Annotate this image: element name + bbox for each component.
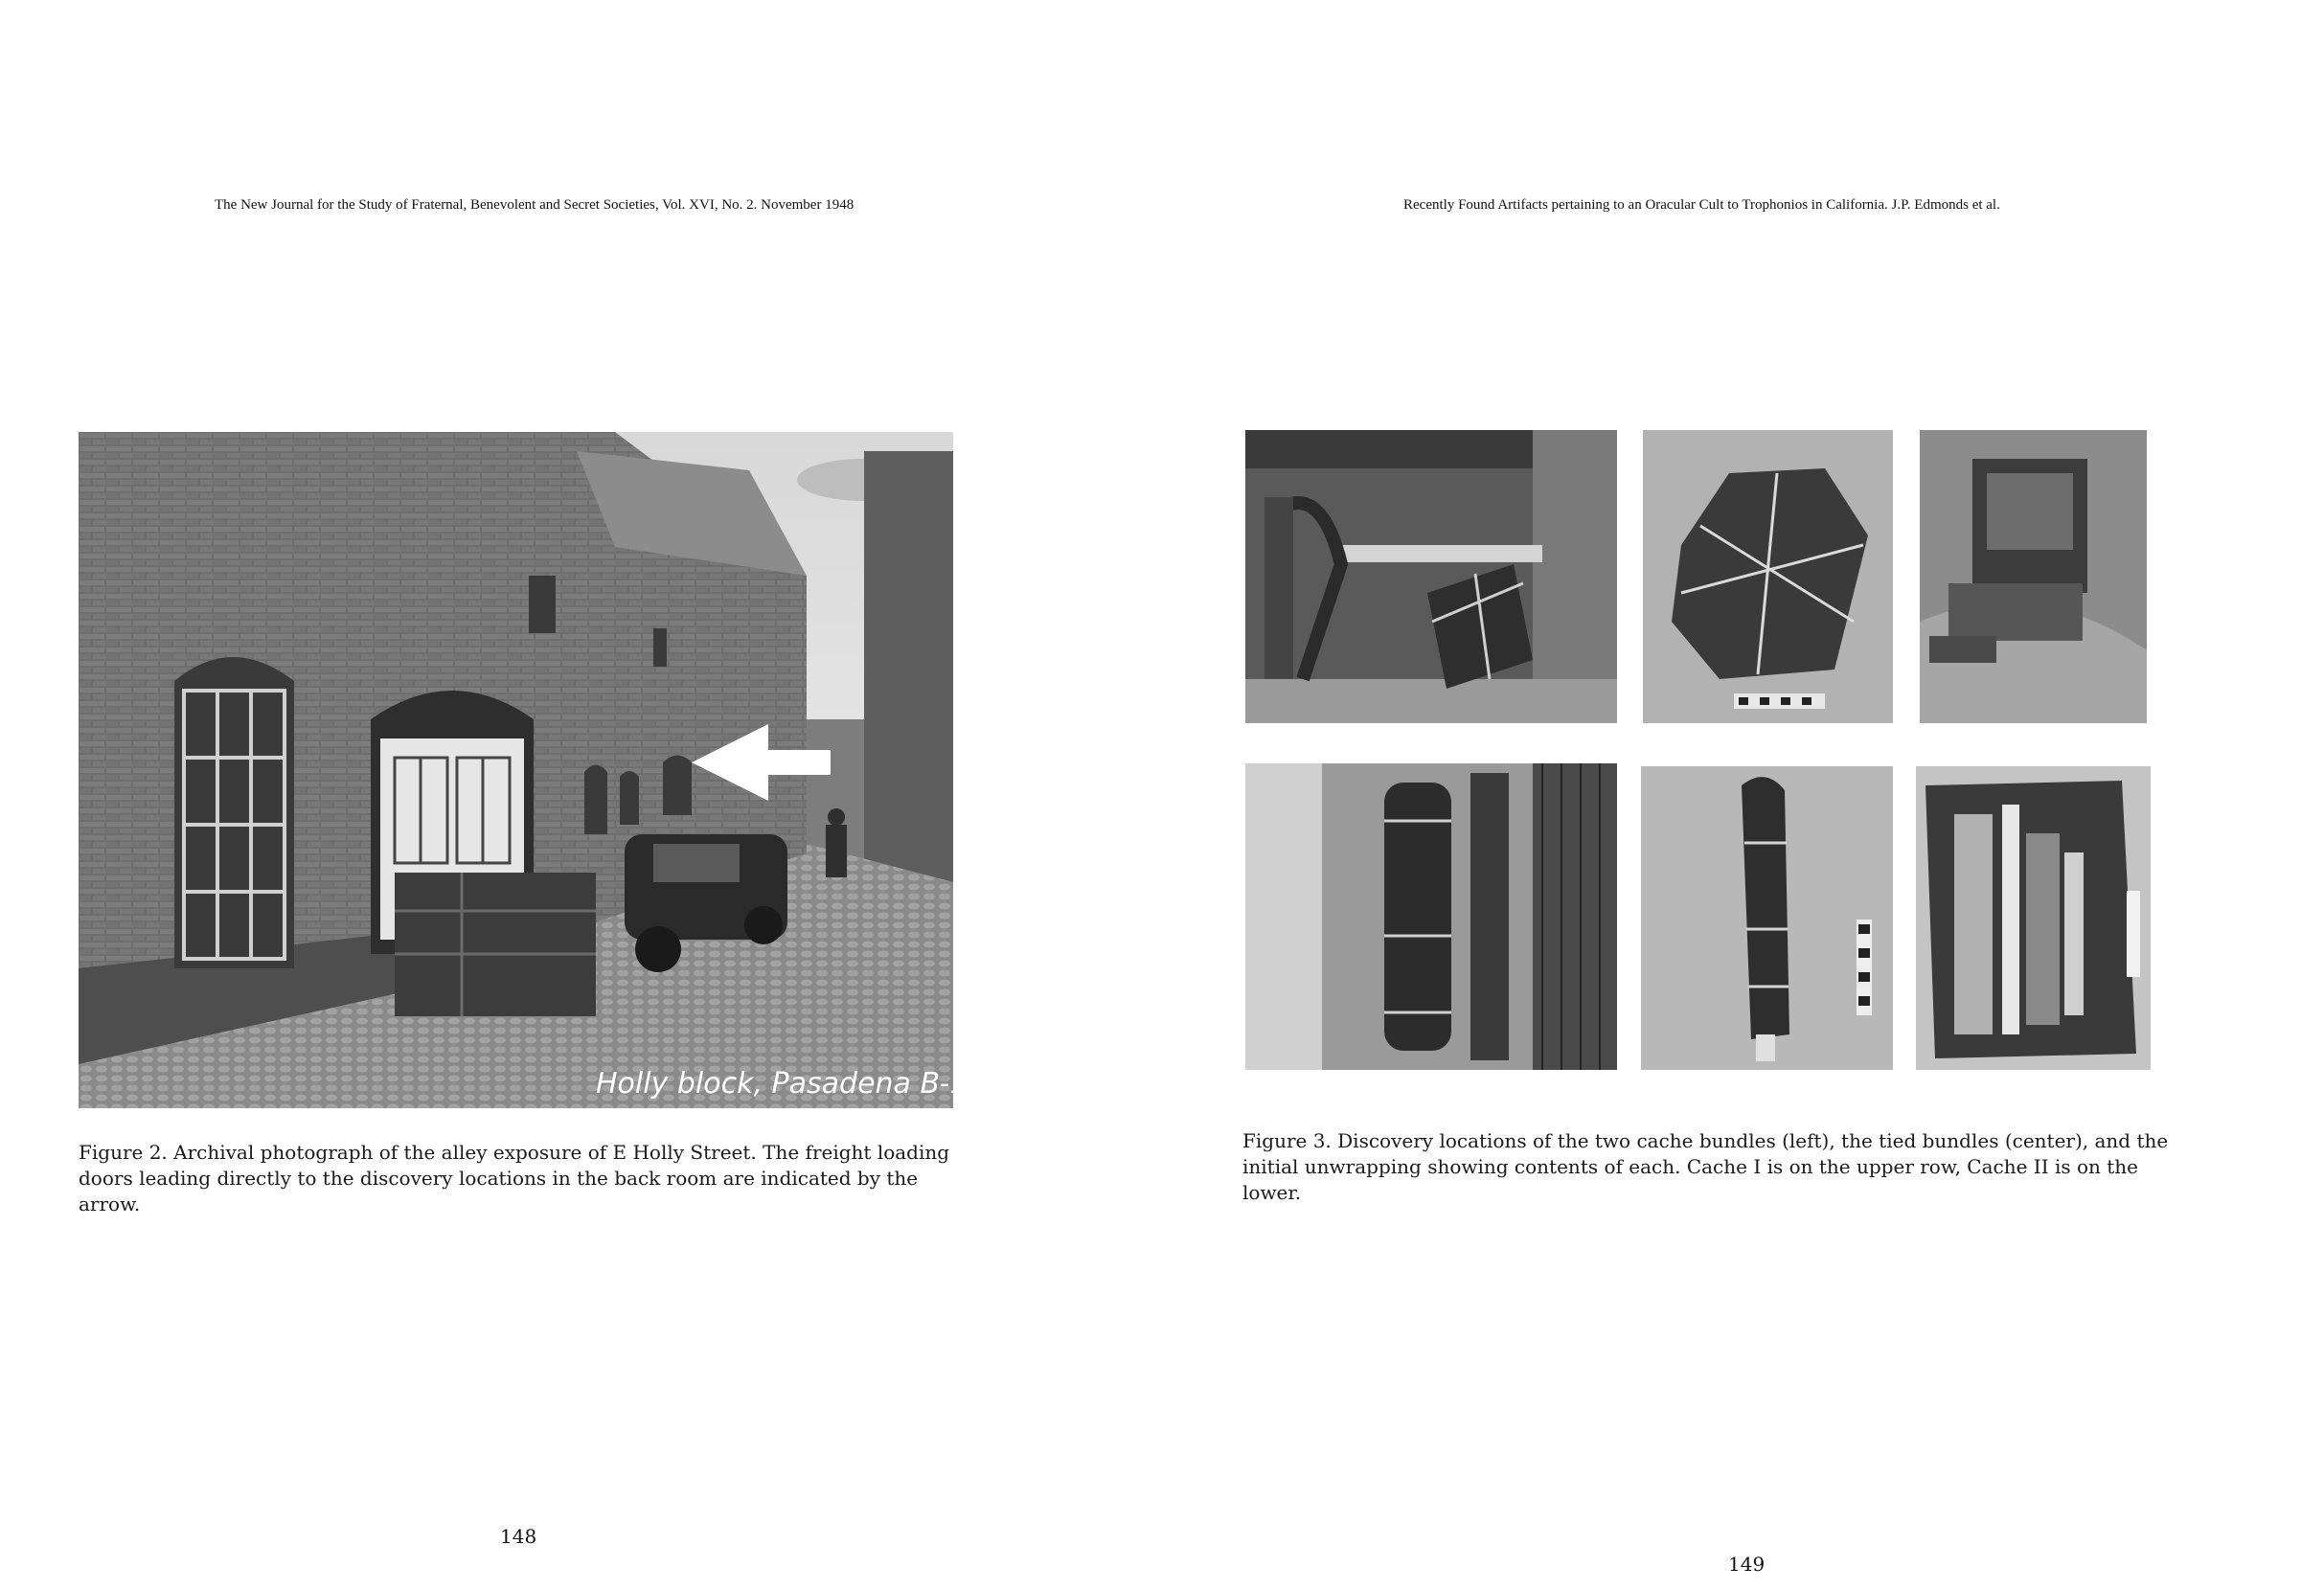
page-number-left: 148 [500, 1525, 537, 1548]
running-head-right: Recently Found Artifacts pertaining to an Oracular Cult to Trophonios in California. J.P. Edmonds et al. [1403, 197, 2000, 213]
figure-3-caption: Figure 3. Discovery locations of the two cache bundles (left), the tied bundles (center), and the initial unwrapping showing contents of each. Cache I is on the upper row, Cache II is on the lower. [1242, 1129, 2169, 1204]
running-head-left: The New Journal for the Study of Fraternal, Benevolent and Secret Societies, Vol. XVI, No. 2. November 1948 [215, 197, 854, 213]
photo-inscription: Holly block, Pasadena B-1027 [596, 1067, 1023, 1101]
cache-1-tied-bundle-photo [1643, 430, 1893, 723]
cache-1-discovery-location-photo [1245, 430, 1617, 723]
cache-2-contents-photo [1916, 766, 2151, 1070]
figure-2-caption: Figure 2. Archival photograph of the alley exposure of E Holly Street. The freight loading doors leading directly to the discovery locations in the back room are indicated by the arrow. [79, 1141, 950, 1215]
cache-2-tied-bundle-photo [1641, 766, 1893, 1070]
cache-2-discovery-location-photo [1245, 763, 1617, 1070]
page-number-right: 149 [1728, 1553, 1766, 1576]
alley-photo-image [79, 432, 1023, 1108]
figure-2-alley-photo [79, 432, 1023, 1108]
cache-1-contents-photo [1920, 430, 2147, 723]
right-page [1162, 0, 2324, 1590]
